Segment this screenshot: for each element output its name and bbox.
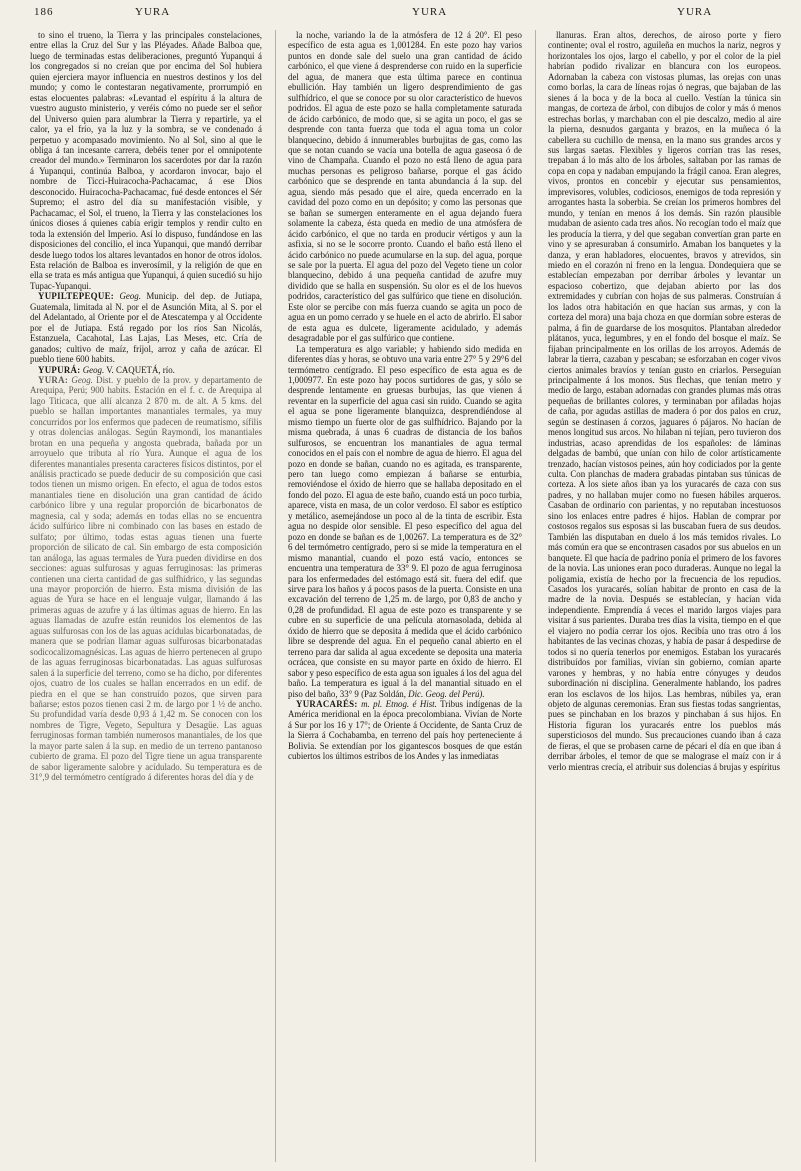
running-head-right: YURA bbox=[677, 6, 713, 18]
entry-yura bbox=[30, 375, 262, 783]
entry-body: V. CAQUETÁ, río. bbox=[106, 364, 175, 375]
paragraph: la noche, variando la de la atmósfera de 12 á 20°. El peso específico de esta agua es 1,001284. En este pozo hay varios puntos en donde sale del suelo una gran cantidad de ácido carbónico, el que viene á desprenderse con ruido en la superficie del agua, de manera que esta última parece en continua ebullición. Hay también un ligero desprendimiento de gas sulfhídrico, el que se conoce por su olor característico de huevos podridos. El agua de este pozo se halla completamente saturada de ácido carbónico, de modo que, si se agita un poco, el gas se desprende con tanta fuerza que toda el agua toma un color blanquecino, debido á innumerables burbujitas de gas, como las que se notan cuando se vacía una botella de agua gaseosa ó de vino de Champaña. Cuando el pozo no está lleno de agua para muchas personas es peligroso bañarse, porque el gas ácido carbónico que se desprende en tanta abundancia á la sup. del agua, siendo más pesado que el aire, queda encerrado en la cavidad del pozo como en un depósito; y como las personas que se bañan se sumergen enteramente en el agua dejando fuera solamente la cabeza, ésta queda en medio de una atmósfera de ácido carbónico, el que no tarda en producir vértigos y aun la asfixia, si no se le socorre pronto. Cuando el baño está lleno el ácido carbónico no puede acumularse en la sup. del agua, porque se sale por la puerta. El agua del pozo del Vegeto tiene un color blanquecino, debido á una pequeña cantidad de azufre muy dividido que se halla en suspensión. Su olor es el de los huevos podridos, característico del gas sulfúrico que tiene en disolución. Este olor se percibe con más fuerza cuando se agita un poco de agua en un pomo cerrado y se huele en el acto de abrirlo. El sabor de esta agua es dulcete, ligeramente acidulado, y además desagradable por el gas sulfúrico que contiene. bbox=[288, 30, 522, 344]
paragraph bbox=[288, 344, 522, 699]
entry-headword: YURACARÉS: bbox=[296, 699, 358, 709]
running-header bbox=[0, 6, 801, 28]
running-head-left: YURA bbox=[135, 6, 171, 18]
entry-yupiltepeque bbox=[30, 291, 262, 364]
column-divider bbox=[275, 30, 276, 1162]
page-number: 186 bbox=[34, 6, 54, 18]
entry-abbr: m. pl. Etnog. é Hist. bbox=[361, 699, 437, 709]
paragraph: llanuras. Eran altos, derechos, de airoso porte y fiero continente; oval el rostro, aguileña en muchos la nariz, negros y horizontales los ojos, largo el cabello, y por el color de la piel habrían podido rivalizar en blancura con los europeos. Adornaban la cabeza con vistosas plumas, las orejas con unas como borlas, la cara de líneas rojas ó negras, que bajaban de las sienes á la boca y de la boca al cuello. Vestían la túnica sin mangas, de corteza de árbol, con dibujos de color y más ó menos estrechas borlas, y marchaban con el pie descalzo, medio al aire la pierna, desnudos garganta y brazos, en la muñeca ó la cabellera su cuchillo de mensa, en la mano sus grandes arcos y sus largas saetas. Flexibles y ligeros corrían tras las reses, trepaban á lo más alto de los árboles, saltaban por las ramas de copa en copa y nadaban empujando la frágil canoa. Eran alegres, vivos, prontos en concebir y ejecutar sus pensamientos, imprevisores, volubles, codiciosos, enemigos de toda represión y arrogantes hasta la soberbia. Se creían los primeros hombres del mundo, y tenían en menos á los demás. Sin razón plausible mudaban de asiento cada tres años. No recogían todo el maíz que les producía la tierra, y del que segaban convertían gran parte en vino y se apresuraban á consumirlo. Amaban los banquetes y la danza, y eran habladores, elocuentes, bravos y atrevidos, sin miedo en el corazón ni freno en la lengua. Dondequiera que se establecían empezaban por derribar árboles y levantar un espacioso cobertizo, que dejaban abierto por las dos extremidades y cubrían con hojas de sus palmeras. Construían á los lados otra habitación en que hacían sus armas, y con la corteza del mora) una baja choza en que dormían sobre esteras de palma, á fin de guardarse de los mosquitos. Plantaban alrededor plátanos, yuca, legumbres, y en el fondo del bosque el maíz. Se fijaban principalmente en los orillas de los arroyos. Además de labrar la tierra, cazaban y pescaban; se esforzaban en coger vivos ciertos animales bravíos y tenían gusto en criarlos. Perseguían principalmente á los monos. Sus flechas, que tenían metro y medio de largo, estaban adornadas con grandes plumas más otras pequeñas de brillantes colores, y terminaban por afiladas hojas de caña, por agudas astillas de madera ó por dos palos en cruz, según se destinasen á corzos, jaguares ó pájaros. No hacían de menos longitud sus arcos. No hilaban ni tejían, pero tuvieron dos industrias, acaso aprendidas de los españoles: de láminas delgadas de bambú, que unían con hilo de color artísticamente trenzado, hacían vistosos peines, aún hoy codiciados por la gente culta. Con planchas de madera grabadas pintaban sus túnicas de corteza. A los siete años iban ya los yuracarés de caza con sus padres, y no hallaban mujer como no fuesen hábiles arqueros. Casaban de ordinario con parientas, y no reputaban incestuosos sino los enlaces entre padres é hijos. Hablan de comprar por costosos regalos sus esposas si las buscaban fuera de sus deudos. También las disputaban en duelo á los más temidos rivales. Lo más común era que se encontrasen casados por sus abuelos en un banquete. El que hacía de padrino ponía el primero de los favores de la novia. Las uniones eran poco duraderas. Aunque no legal la poligamia, existía de hecho por la frecuencia de los repudios. Casados los yuracarés, solían habitar de pronto en casa de la madre de la novia. Después se establecían, y hacían vida independiente. Emprendía á veces el marido largos viajes para visitar á sus parientes. Duraba tres días la visita, tiempo en el que el viajero no podía cerrar los ojos. Recibía uno tras otro á los habitantes de las vecinas chozas, y había de pasar á despedirse de todos si no quería tenerlos por enemigos. Estaban los yuracarés distribuídos por familias, vivían sin gobierno, comían aparte varones y hembras, y no había entre cónyuges y deudos subordinación ni disciplina. Generalmente hablando, los padres eran los esclavos de los hijos. Las hembras, núbiles ya, eran objeto de algunas ceremonias. Eran sus fiestas todas sangrientas, pues se pinchaban en los brazos y pinchaban á sus hijos. En Historia figuran los yuracarés entre los pueblos más supersticiosos del mundo. Sus precauciones cuando iban á caza de fieras, el que se probasen carne de pécari el día en que iban á derribar árboles, el temor de que se malograse el maíz con ir á verlo mientras crecía, el atribuir sus dolencias á brujas y espíritus bbox=[548, 30, 781, 772]
entry-body: Tribus indígenas de la América meridional en la época precolombiana. Vivían de Norte á Sur por los 16 y 17°; de Oriente á Occidente, de Santa Cruz de la Sierra á Cochabamba, en terreno del país hoy perteneciente á Bolivia. Se extendían por los gigantescos bosques de que están cubiertos los últimos estribos de los Andes y las inmediatas bbox=[288, 699, 522, 762]
text-column-right bbox=[548, 30, 781, 1162]
running-head-center: YURA bbox=[412, 6, 448, 18]
entry-body: Municip. del dep. de Jutiapa, Guatemala, limitada al N. por el de Asunción Mita, al S. por el del Adelantado, al Oriente por el de Atescatempa y al Occidente por el de Jutiapa. Está regado por los ríos San Nicolás, Estanzuela, Cacahotal, Las Lajas, Las Meses, etc. Cría de ganados; cultivo de maíz, fríjol, arroz y caña de azúcar. El pueblo tiene 600 habits. bbox=[30, 291, 262, 365]
paragraph-text: La temperatura es algo variable; y habiendo sido medida en diferentes días y horas, se obtuvo una varia entre 27° 5 y 29°6 del termómetro centígrado. El peso específico de esta agua es de 1,000977. En este pozo hay pocos surtidores de gas, y sólo se desprende lentamente en gruesas burbujas, las que vienen á reventar en la superficie del agua casi sin ruido. Cuando se agita el agua se pone ligeramente blanquizca, desprendiéndose al mismo tiempo un fuerte olor de gas sulfhídrico. Bajando por la misma quebrada, á unas 6 cuadras de distancia de los baños sulfurosos, se encuentran los manantiales de agua termal conocidos en el país con el nombre de agua de hierro. El agua del pozo en donde se bañan, cuando no es agitada, es transparente, pero tan luego como empiezan á bañarse se enturbia, removiéndose el óxido de hierro que se hallaba depositado en el fondo del pozo. El agua de este baño, cuando está un poco turbia, aparece, vista en masa, de un color verdoso. El sabor es estíptico y metálico, asemejándose un poco al de la tinta de escribir. Esta agua no despide olor sensible. El peso específico del agua del pozo en donde se bañan es de 1,00267. La temperatura es de 32° 6 del termómetro centígrado, pero si se mide la temperatura en el mismo manantial, cuando el pozo está vacío, entonces se encuentra una temperatura de 33° 9. El pozo de agua ferruginosa para los enfermedades del estómago está sit. fuera del edif. que sirve para los baños y á pocos pasos de la puerta. Consiste en una excavación del terreno de 1,25 m. de largo, por 0,83 de ancho y 0,28 de profundidad. El agua de este pozo es transparente y se cubre en su superficie de una película atornasolada, debida al óxido de hierro que se deposita á medida que el ácido carbónico libre se desprende del agua. En el pequeño canal abierto en el terreno para dar salida al agua excedente se deposita una materia ocrácea, que consiste en su mayor parte en óxido de hierro. El sabor y peso específico de esta agua son iguales á los del agua del baño. La temperatura es igual á la del manantial situado en el piso del baño, 33° 9 (Paz Soldán, bbox=[288, 343, 522, 699]
entry-yupura bbox=[30, 365, 262, 375]
text-column-left bbox=[30, 30, 262, 1162]
paragraph: to sino el trueno, la Tierra y las principales constelaciones, entre ellas la Cruz del Sur y las Pléyades. Añade Balboa que, luego de terminadas estas deliberaciones, preguntó Yupanqui á los congregados si no creían que por encima del Sol hubiera quien ejerciera mayor influencia en nuestros destinos y los del mundo; y como le contestaran negativamente, prorrumpió en estas elocuentes palabras: «Levantad el espíritu á la altura de vuestro augusto ministerio, y veréis cómo no puede ser el señor del Universo quien para alumbrar la Tierra y repartirle, ya el calor, ya el frío, ya la luz y la sombra, se ve condenado á perpetuo y acompasado movimiento. No al Sol, sino al que le obliga á tan incesante carrera, debéis tener por el omnipotente creador del mundo.» Terminaron los sacerdotes por dar la razón á Yupanqui, continúa Balboa, y acordaron invocar, bajo el nombre de Ticci-Huiracocha-Pachacamac, á ese Dios desconocido. Huiracocha-Pachacamac, fué desde entonces el Sér Supremo; el astro del día su manifestación visible, y Pachacamac, el Sol, el trueno, la Tierra y las constelaciones los únicos dioses á quienes cabía erigir templos y rendir culto en toda la extensión del Imperio. Así lo dispuso, fundándose en las disposiciones del concilio, el inca Yupanqui, que mandó derribar desde luego todos los altares levantados en honor de otros ídolos. Esta relación de Balboa es inverosímil, y la religión de que en ella se trata es más antigua que Yupanqui, á quien sucedió su hijo Tupac-Yupanqui. bbox=[30, 30, 262, 291]
entry-headword: YURA: bbox=[38, 374, 69, 385]
entry-abbr: Geog. bbox=[119, 291, 141, 302]
entry-headword: YUPILTEPEQUE: bbox=[38, 291, 115, 302]
entry-abbr: Geog. bbox=[82, 364, 105, 375]
entry-headword: YUPURÁ: bbox=[38, 364, 81, 375]
entry-yuracares bbox=[288, 699, 522, 762]
column-divider bbox=[535, 30, 536, 1162]
text-column-center bbox=[288, 30, 522, 1162]
citation: Dic. Geog. del Perú). bbox=[408, 688, 485, 699]
entry-body: Dist. y pueblo de la prov. y departamento de Arequipa, Perú; 900 habits. Estación en el f. c. de Arequipa al lago Titicaca, que allí alcanza 2 870 m. de alt. A 5 kms. del pueblo se hallan importantes manantiales termales, ya muy concurridos por los enfermos que padecen de reumatismo, sífilis y otras dolencias análogas. Según Raymondi, los manantiales brotan en una pequeña y angosta quebrada, bañada por un arroyuelo que tributa al río Yura. Aunque el agua de los diferentes manantiales presenta caracteres físicos distintos, por el análisis practicado se puede deducir de su composición que casi todos tienen un mismo origen. En efecto, el agua de todos estos manantiales tiene en disolución una gran cantidad de ácido carbónico libre y una regular proporción de bicarbonatos de magnesia, cal y soda; además en todas ellas no se encuentra ácido sulfúrico libre ni combinado con las bases en estado de sulfato; por último, todas estas aguas tienen una fuerte proporción de silicato de cal. Sin embargo de esta composición tan análoga, las aguas termales de Yura pueden dividirse en dos secciones: aguas sulfurosas y aguas ferruginosas: las primeras contienen una cierta cantidad de gas sulfhídrico, y las segundas una mayor proporción de hierro. Esta misma división de las aguas de Yura se hace en el lenguaje vulgar, llamando á las primeras aguas de azufre y á las últimas aguas de hierro. En las aguas llamadas de azufre están reunidos los elementos de las aguas sulfurosas con los de las aguas acídulas bicarbonatadas, de manera que se podrían llamar aguas sulfurosas bicarbonatadas sodicocalizomagnésicas. Las aguas de hierro pertenecen al grupo de las aguas ferruginosas bicarbonatadas. Las aguas sulfurosas salen á la superficie del terreno, como se ha dicho, por diferentes ojos, cuatro de los cuales se hallan encerrados en un edif. de piedra en el que se han construído pozos, que sirven para bañarse; estos pozos tienen casi 2 m. de largo por 1 ½ de ancho. Su profundidad varía desde 0,93 á 1,42 m. Se conocen con los nombres de Tigre, Vegeto, Sepultura y Desagüe. Las aguas ferruginosas forman también numerosos manantiales, de los que la mayor parte salen á la sup. en medio de un terreno pantanoso cubierto de grama. El pozo del Tigre tiene un agua transparente de sabor ligeramente salobre y acídulado. Su temperatura es de 31°,9 del termómetro centígrado á diferentes horas del día y de bbox=[30, 374, 262, 783]
entry-abbr: Geog. bbox=[71, 374, 93, 385]
